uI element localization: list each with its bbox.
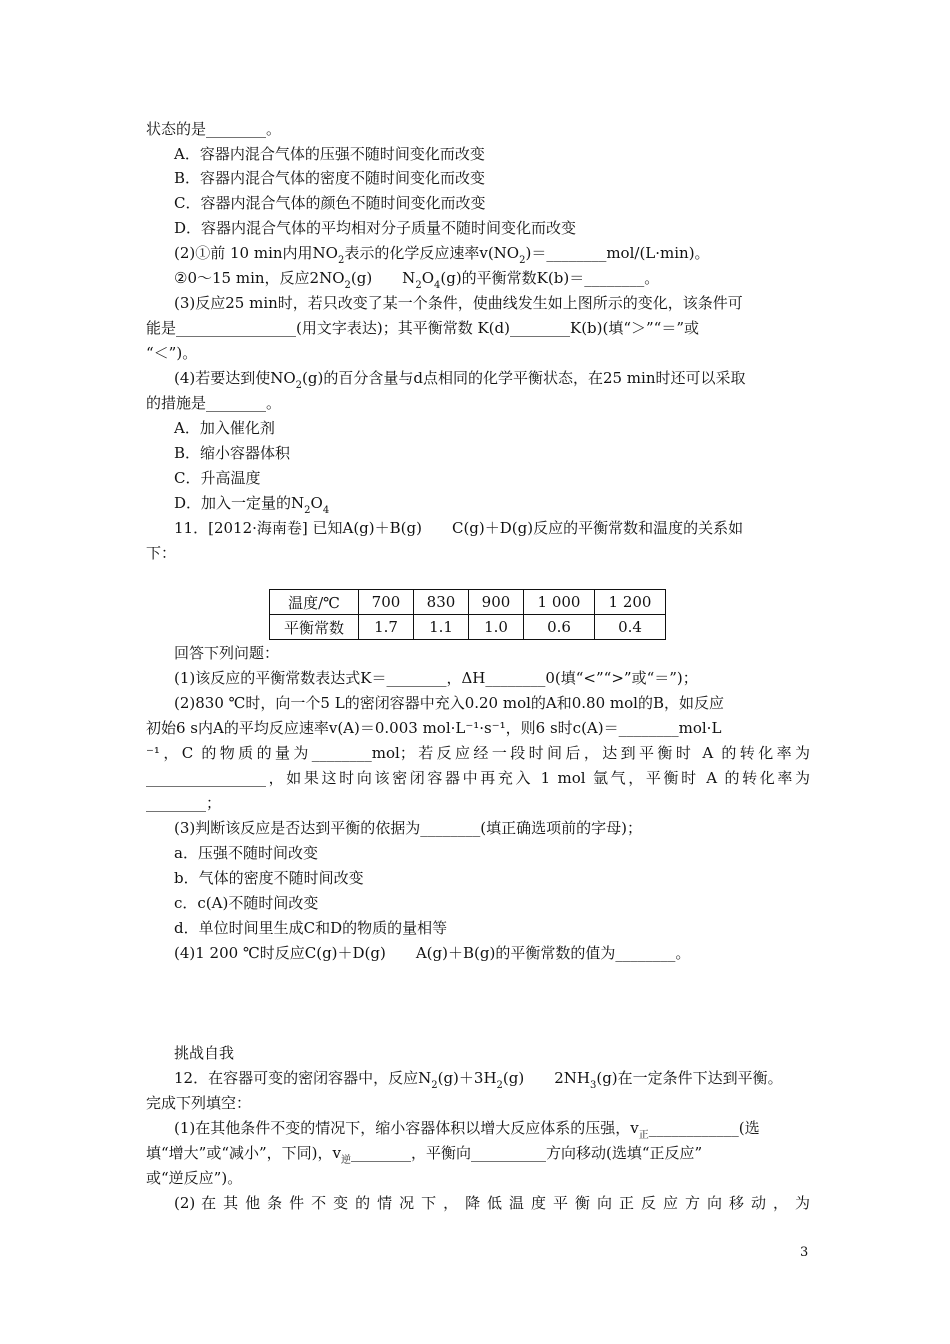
- table-cell: 1 000: [524, 590, 595, 615]
- question-12: 12．在容器可变的密闭容器中，反应$N_2(g)+3H_2(g)$ $2NH_3(g)$在一定条件下达到平衡。: [174, 1069, 783, 1091]
- table-cell: 700: [359, 590, 414, 615]
- text-line: 初始6 s内A的平均反应速率v(A)＝0.003 mol·L⁻¹·s⁻¹，则6 s时c(A)＝________mol·L: [146, 719, 722, 737]
- question-11-2: (2)830 ℃时，向一个5 L的密闭容器中充入0.20 mol的A和0.80 mol的B，如反应: [174, 694, 724, 712]
- text-line: 完成下列填空：: [146, 1094, 252, 1112]
- option-a: a．压强不随时间改变: [174, 844, 318, 862]
- text-line: 能是________________(用文字表达)；其平衡常数 K(d)________K(b)(填“＞”“＝”或: [146, 319, 700, 337]
- option-b: B．容器内混合气体的密度不随时间变化而改变: [174, 169, 486, 187]
- question-11-4: (4)1 200 ℃时反应C(g)＋D(g) A(g)＋B(g)的平衡常数的值为________。: [174, 944, 691, 962]
- option-b: B．缩小容器体积: [174, 444, 291, 462]
- question-3: (3)反应25 min时，若只改变了某一个条件，使曲线发生如上图所示的变化，该条件可: [174, 294, 743, 312]
- question-11: 11．[2012·海南卷] 已知A(g)＋B(g) C(g)＋D(g)反应的平衡常数和温度的关系如: [174, 519, 744, 537]
- table-cell: 1 200: [595, 590, 666, 615]
- table-row: [270, 590, 666, 615]
- option-d: D．加入一定量的$N_2O_4$: [174, 494, 330, 516]
- text-line: 状态的是________。: [146, 120, 282, 138]
- table-cell: 温度/℃: [270, 590, 359, 615]
- question-2-1: (2)①前 10 min内用$NO_2$表示的化学反应速率$v(NO_2)=\_\_\_\_\_\_\_\_mol/(L\cdot\min)$。: [174, 244, 710, 266]
- table-cell: 900: [469, 590, 524, 615]
- option-d: d．单位时间里生成C和D的物质的量相等: [174, 919, 448, 937]
- table-cell: 0.6: [524, 615, 595, 640]
- table-cell: 0.4: [595, 615, 666, 640]
- question-11-1: (1)该反应的平衡常数表达式K＝________，ΔH________0(填“<”“>”或“＝”)；: [174, 669, 698, 687]
- option-c: c．c(A)不随时间改变: [174, 894, 319, 912]
- equilibrium-constant-table: [269, 589, 666, 640]
- table-cell: 1.0: [469, 615, 524, 640]
- table-cell: 1.1: [414, 615, 469, 640]
- table-cell: 830: [414, 590, 469, 615]
- question-12-1: (1)在其他条件不变的情况下，缩小容器体积以增大反应体系的压强，$v_正\_\_\_\_\_\_\_\_\_\_\_\_$(选: [174, 1119, 760, 1141]
- section-heading: 挑战自我: [174, 1044, 235, 1062]
- text-line: ⁻¹，C 的物质的量为________mol；若反应经一段时间后，达到平衡时 A 的转化率为: [146, 744, 810, 762]
- page-number: 3: [800, 1245, 809, 1260]
- option-b: b．气体的密度不随时间改变: [174, 869, 364, 887]
- text-line: ________________，如果这时向该密闭容器中再充入 1 mol 氩气，平衡时 A 的转化率为: [146, 769, 810, 787]
- text-line: ________；: [146, 794, 222, 812]
- table-cell: 平衡常数: [270, 615, 359, 640]
- text-line: 填“增大”或“减小”，下同)，$v_逆\_\_\_\_\_\_\_\_$，平衡向__________方向移动(选填“正反应”: [146, 1144, 703, 1166]
- option-a: A．加入催化剂: [174, 419, 275, 437]
- option-c: C．升高温度: [174, 469, 261, 487]
- option-c: C．容器内混合气体的颜色不随时间变化而改变: [174, 194, 486, 212]
- text-line: 下：: [146, 544, 177, 562]
- text-line: 的措施是________。: [146, 394, 282, 412]
- text-line: 回答下列问题：: [174, 644, 280, 662]
- option-a: A．容器内混合气体的压强不随时间变化而改变: [174, 145, 485, 163]
- text-line: 或“逆反应”)。: [146, 1169, 243, 1187]
- question-4: (4)若要达到使$NO_2(g)$的百分含量与d点相同的化学平衡状态，在25 min时还可以采取: [174, 369, 746, 391]
- option-d: D．容器内混合气体的平均相对分子质量不随时间变化而改变: [174, 219, 577, 237]
- text-line: “＜”)。: [146, 344, 198, 362]
- question-11-3: (3)判断该反应是否达到平衡的依据为________(填正确选项前的字母)；: [174, 819, 642, 837]
- question-2-2: ②0～15 min，反应$2NO_2(g)$ $N_2O_4(g)$的平衡常数K(b)＝________。: [174, 269, 660, 291]
- table-cell: 1.7: [359, 615, 414, 640]
- question-12-2: (2) 在 其 他 条 件 不 变 的 情 况 下 ， 降 低 温 度 平 衡 向 正 反 应 方 向 移 动 ， 为: [174, 1194, 810, 1212]
- table-row: [270, 615, 666, 640]
